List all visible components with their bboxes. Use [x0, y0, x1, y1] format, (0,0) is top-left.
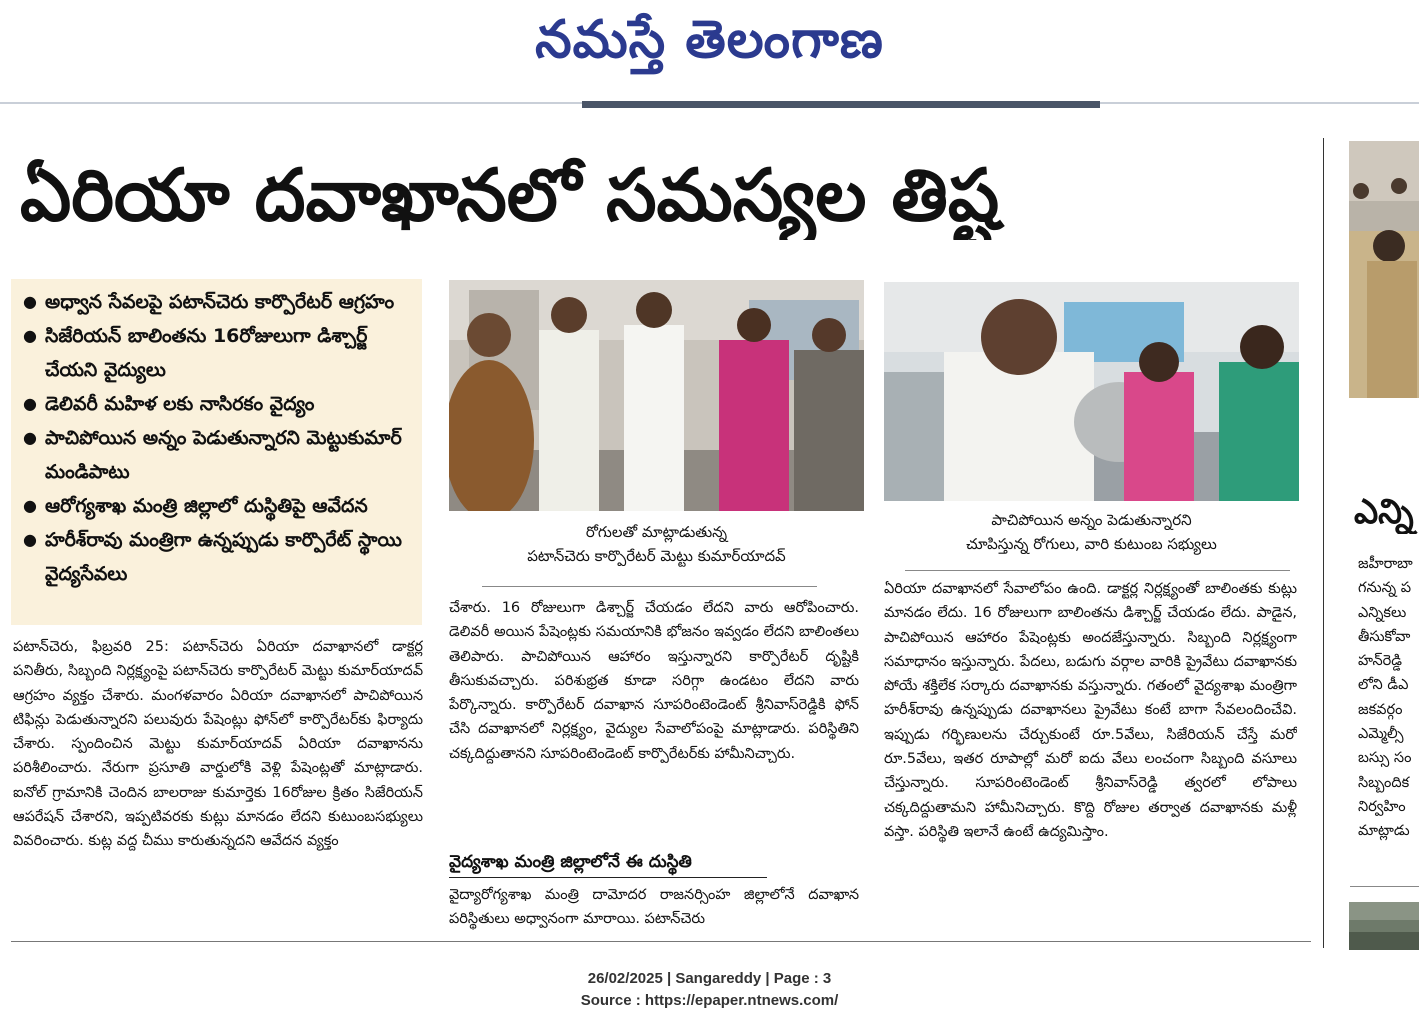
highlight-item: ● డెలివరీ మహిళ లకు నాసిరకం వైద్యం: [21, 387, 412, 421]
subheading-underline: [449, 877, 767, 878]
photo-stale-food-shown: [884, 282, 1299, 501]
side-article-line: ఎన్నికలు: [1358, 604, 1407, 621]
side-article-line: నిర్వహిం: [1358, 798, 1406, 815]
bottom-rule: [11, 941, 1311, 942]
page-footer: [0, 968, 1419, 1012]
highlight-item: ● పాచిపోయిన అన్నం పెడుతున్నారని మెట్టుకుమార్ మండిపాటు: [21, 421, 412, 489]
highlight-item: ● ఆరోగ్యశాఖ మంత్రి జిల్లాలో దుస్థితిపై ఆవేదన: [21, 489, 412, 523]
side-article-line: గనున్న ప: [1358, 580, 1412, 597]
footer-source-link[interactable]: Source : https://epaper.ntnews.com/: [580, 992, 839, 1009]
side-article-headline: ఎన్ని: [1354, 492, 1414, 532]
side-article-line: తీసుకోవా: [1358, 628, 1411, 645]
photo1-caption-line: పటాన్‌చెరు కార్పొరేటర్ మెట్టు కుమార్‌యాదవ్: [527, 547, 786, 565]
photo-side-article: [1349, 141, 1419, 398]
side-article-line: సిబ్బందిక: [1358, 774, 1410, 791]
photo2-caption: [884, 508, 1299, 556]
article-body-column-2: చేశారు. 16 రోజులుగా డిశ్చార్జ్ చేయడం లేదని వారు ఆరోపించారు. డెలివరీ అయిన పేషెంట్లకు సమయానికి భోజనం ఇవ్వడం లేదని బాలింతలు తెలిపారు. పాచిపోయిన ఆహారం ఇస్తున్నారని కార్పొరేటర్ దృష్టికి తీసుకువచ్చారు. పరిశుభ్రత కూడా సరిగ్గా ఉండటం లేదని వారు పేర్కొన్నారు. కార్పొరేటర్ దవాఖాన సూపరింటెండెంట్ శ్రీనివాస్‌రెడ్డికి ఫోన్ చేసి దవాఖానలో నిర్లక్ష్యం, వైద్యుల సేవాలోపంపై మాట్లాడారు. పరిస్థితిని చక్కదిద్దుతానని సూపరింటెండెంట్ కార్పొరేటర్‌కు హామీనిచ్చారు.: [449, 600, 859, 762]
photo-side-bottom: [1349, 902, 1419, 950]
side-article-line: జహీరాబా: [1358, 556, 1413, 572]
side-article-line: లోని డీఎ: [1358, 677, 1409, 694]
highlight-item: ● హరీశ్‌రావు మంత్రిగా ఉన్నప్పుడు కార్పొరేట్ స్థాయి వైద్యసేవలు: [21, 523, 412, 591]
masthead-title: నమస్తే తెలంగాణ: [535, 10, 884, 70]
photo2-caption-line: పాచిపోయిన అన్నం పెడుతున్నారని: [991, 511, 1192, 529]
side-article-line: హన్‌రెడ్డి: [1358, 653, 1402, 670]
side-article-line: జకవర్గం: [1358, 701, 1403, 718]
column-divider: [1323, 138, 1324, 948]
article-body-column-2-continued: వైద్యారోగ్యశాఖ మంత్రి దామోదర రాజనర్సింహ జిల్లాలోనే దవాఖాన పరిస్థితులు అధ్వానంగా మారాయి. పటాన్‌చెరు: [449, 887, 859, 928]
side-article-line: ఎమ్మెల్సీ: [1358, 726, 1404, 743]
section-subheading: వైద్యశాఖ మంత్రి జిల్లాలోనే ఈ దుస్థితి: [449, 852, 692, 872]
caption-rule: [482, 586, 817, 587]
side-article-line: మాట్లాడు: [1358, 823, 1410, 840]
side-rule: [1350, 886, 1419, 887]
article-headline: ఏరియా దవాఖానలో సమస్యల తిష్ట: [20, 153, 1000, 237]
highlights-box: [11, 279, 422, 625]
highlight-item: ● సిజేరియన్ బాలింతను 16రోజులుగా డిశ్చార్జ్ చేయని వైద్యులు: [21, 319, 412, 387]
side-article-line: బస్సు సం: [1358, 750, 1412, 767]
footer-edition-info: 26/02/2025 | Sangareddy | Page : 3: [587, 970, 832, 987]
photo2-caption-line: చూపిస్తున్న రోగులు, వారి కుటుంబ సభ్యులు: [966, 535, 1217, 553]
side-article-body: [1358, 552, 1419, 882]
highlight-item: ● అధ్వాన సేవలపై పటాన్‌చెరు కార్పొరేటర్ ఆగ్రహం: [21, 285, 412, 319]
photo-corporator-with-patients: [449, 280, 864, 511]
masthead-bar: [582, 101, 1100, 108]
article-body-column-3: ఏరియా దవాఖానలో సేవాలోపం ఉంది. డాక్టర్ల నిర్లక్ష్యంతో బాలింతకు కుట్లు మానడం లేదు. 16 రోజులుగా బాలింతను డిశ్చార్జ్ చేయడం లేదు. పాడైన, పాచిపోయిన ఆహారం పేషెంట్లకు అందజేస్తున్నారు. సిబ్బంది నిర్లక్ష్యంగా సమాధానం ఇస్తున్నారు. పేదలు, బడుగు వర్గాల వారికి ప్రైవేటు దవాఖానకు పోయే శక్తిలేక సర్కారు దవాఖానకు వస్తున్నారు. గతంలో వైద్యశాఖ మంత్రిగా హరీశ్‌రావు ఉన్నప్పుడు దవాఖానలు ప్రైవేటు కంటే బాగా సేవలందించేవి. ఇప్పుడు గర్భిణులను చేర్చుకుంటే రూ.5వేలు, సిజేరియన్ చేస్తే మరో రూ.5వేలు, ఇతర రూపాల్లో మరో ఐదు వేలు లంచంగా సిబ్బంది వసూలు చేస్తున్నారు. సూపరింటెండెంట్ శ్రీనివాస్‌రెడ్డి త్వరలో లోపాలు చక్కదిద్దుతామని హామీనిచ్చారు. కొద్ది రోజుల తర్వాత దవాఖానకు మళ్లీ వస్తా. పరిస్థితి ఇలానే ఉంటే ఉద్యమిస్తాం.: [884, 581, 1297, 840]
article-body-column-1: పటాన్‌చెరు, ఫిబ్రవరి 25: పటాన్‌చెరు ఏరియా దవాఖానలో డాక్టర్ల పనితీరు, సిబ్బంది నిర్లక్ష్యంపై పటాన్‌చెరు కార్పొరేటర్ మెట్టు కుమార్‌యాదవ్ ఆగ్రహం వ్యక్తం చేశారు. మంగళవారం ఏరియా దవాఖానలో పాచిపోయిన టిఫిన్లు పెడుతున్నారని పలువురు పేషెంట్లు ఫోన్‌లో కార్పొరేటర్‌కు ఫిర్యాదు చేశారు. స్పందించిన మెట్టు కుమార్‌యాదవ్ ఏరియా దవాఖానను పరిశీలించారు. నేరుగా ప్రసూతి వార్డులోకి వెళ్లి పేషెంట్లతో మాట్లాడారు. ఐనోల్ గ్రామానికి చెందిన బాలరాజు కుమార్తెకు 16రోజుల క్రితం సిజేరియన్ ఆపరేషన్ చేశారని, ఇప్పటివరకు కుట్లు మానడం లేదని కుటుంబసభ్యులు వివరించారు. కుట్ల వద్ద చీము కారుతున్నదని ఆవేదన వ్యక్తం: [13, 639, 423, 850]
caption-rule: [905, 570, 1290, 571]
photo1-caption-line: రోగులతో మాట్లాడుతున్న: [585, 523, 728, 541]
photo1-caption: [449, 520, 864, 568]
